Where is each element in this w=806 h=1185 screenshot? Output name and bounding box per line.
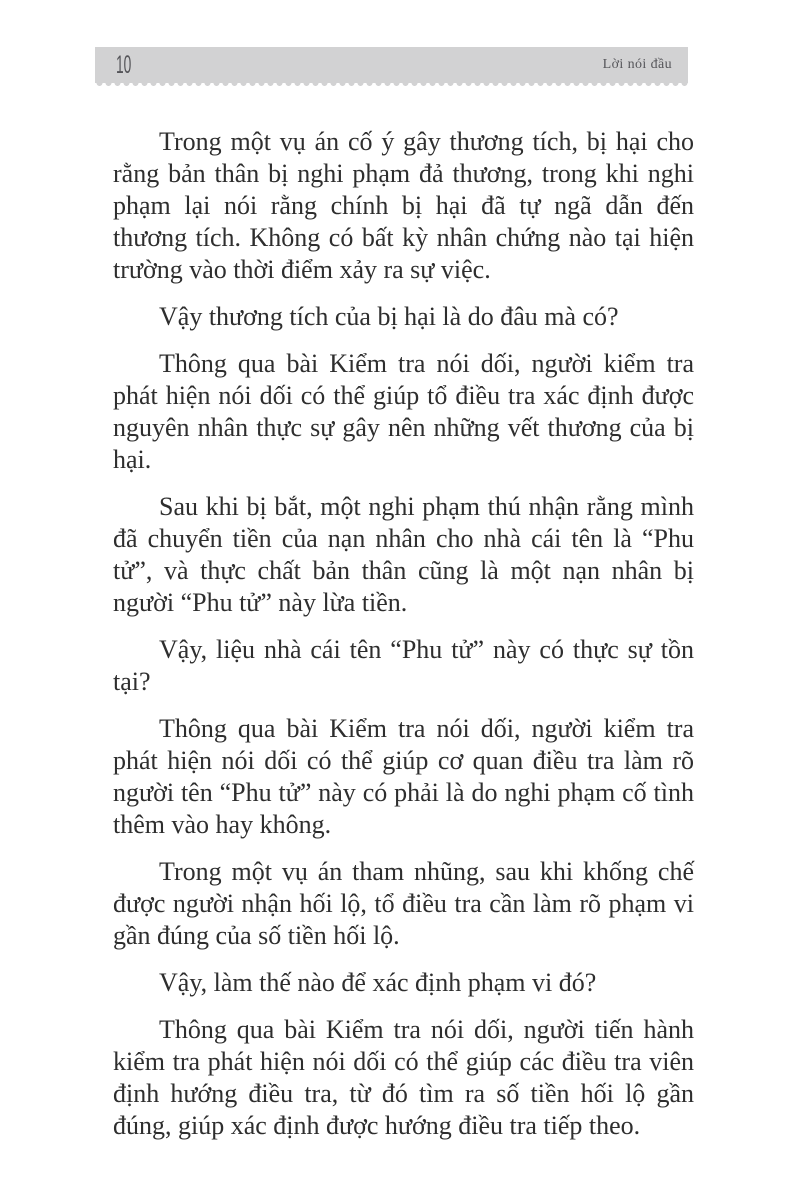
page-number: 10: [116, 50, 132, 79]
paragraph: Vậy, liệu nhà cái tên “Phu tử” này có thực sự tồn tại?: [113, 635, 694, 696]
running-title: Lời nói đầu: [602, 57, 672, 72]
paragraph: Trong một vụ án cố ý gây thương tích, bị hại cho rằng bản thân bị nghi phạm đả thương, trong khi nghi phạm lại nói rằng chính bị hại đã tự ngã dẫn đến thương tích. Không có bất kỳ nhân chứng nào tại hiện trường vào thời điểm xảy ra sự việc.: [113, 127, 694, 284]
running-header-bar: [95, 47, 688, 83]
paragraph: Vậy, làm thế nào để xác định phạm vi đó?: [159, 968, 597, 997]
paragraph: Vậy thương tích của bị hại là do đâu mà có?: [159, 302, 619, 331]
paragraph: Thông qua bài Kiểm tra nói dối, người kiểm tra phát hiện nói dối có thể giúp cơ quan điều tra làm rõ người tên “Phu tử” này có phải là do nghi phạm cố tình thêm vào hay không.: [113, 714, 694, 839]
paragraph: Thông qua bài Kiểm tra nói dối, người tiến hành kiểm tra phát hiện nói dối có thể giúp các điều tra viên định hướng điều tra, từ đó tìm ra số tiền hối lộ gần đúng, giúp xác định được hướng điều tra tiếp theo.: [113, 1015, 694, 1140]
paragraph: Thông qua bài Kiểm tra nói dối, người kiểm tra phát hiện nói dối có thể giúp tổ điều tra xác định được nguyên nhân thực sự gây nên những vết thương của bị hại.: [113, 349, 694, 474]
paragraph: Sau khi bị bắt, một nghi phạm thú nhận rằng mình đã chuyển tiền của nạn nhân cho nhà cái tên là “Phu tử”, và thực chất bản thân cũng là một nạn nhân bị người “Phu tử” này lừa tiền.: [113, 492, 694, 617]
body-text: [113, 126, 694, 1142]
paragraph: Trong một vụ án tham nhũng, sau khi khống chế được người nhận hối lộ, tổ điều tra cần làm rõ phạm vi gần đúng của số tiền hối lộ.: [113, 857, 694, 950]
